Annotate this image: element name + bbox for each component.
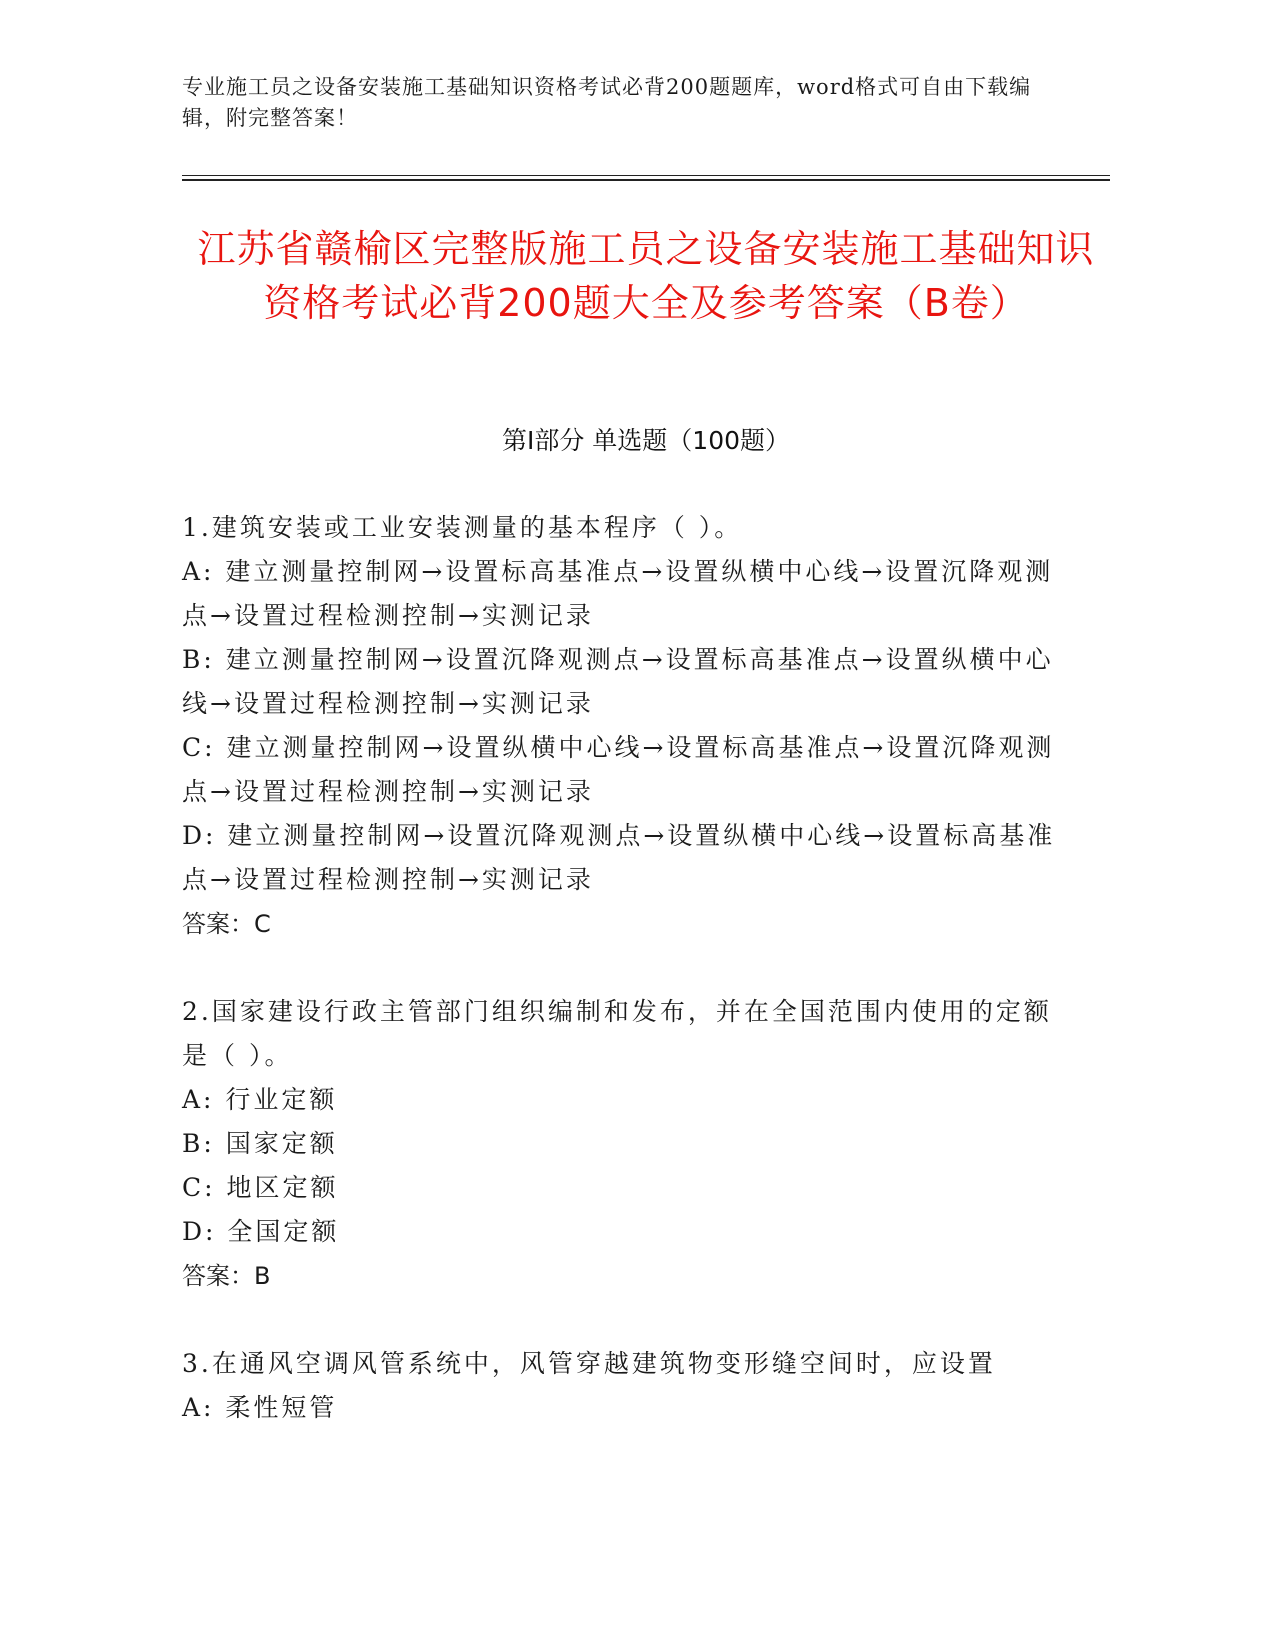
question-text: 1.建筑安装或工业安装测量的基本程序（ ）。 bbox=[182, 513, 743, 542]
question-text: 2.国家建设行政主管部门组织编制和发布，并在全国范围内使用的定额是（ ）。 bbox=[182, 997, 1052, 1070]
option-a: A: 柔性短管 bbox=[182, 1393, 338, 1422]
option-c: C: 建立测量控制网→设置纵横中心线→设置标高基准点→设置沉降观测点→设置过程检测控制→实测记录 bbox=[182, 733, 1055, 806]
option-a: A: 建立测量控制网→设置标高基准点→设置纵横中心线→设置沉降观测点→设置过程检测控制→实测记录 bbox=[182, 557, 1054, 630]
option-b: B: 国家定额 bbox=[182, 1129, 338, 1158]
option-c: C: 地区定额 bbox=[182, 1173, 339, 1202]
question-list bbox=[182, 506, 1062, 1474]
question-2 bbox=[182, 990, 1062, 1298]
section-title: 第Ⅰ部分 单选题（100题） bbox=[501, 426, 791, 455]
question-1 bbox=[182, 506, 1062, 946]
document-title: 江苏省赣榆区完整版施工员之设备安装施工基础知识资格考试必背200题大全及参考答案（B卷） bbox=[197, 227, 1095, 325]
question-3 bbox=[182, 1342, 1062, 1430]
answer: 答案：B bbox=[182, 1262, 271, 1290]
option-a: A: 行业定额 bbox=[182, 1085, 338, 1114]
option-b: B: 建立测量控制网→设置沉降观测点→设置标高基准点→设置纵横中心线→设置过程检测控制→实测记录 bbox=[182, 645, 1054, 718]
header-divider-thin bbox=[182, 175, 1110, 176]
document-header: 专业施工员之设备安装施工基础知识资格考试必背200题题库，word格式可自由下载编辑，附完整答案！ bbox=[182, 75, 1032, 130]
question-text: 3.在通风空调风管系统中，风管穿越建筑物变形缝空间时，应设置 bbox=[182, 1349, 996, 1378]
option-d: D: 建立测量控制网→设置沉降观测点→设置纵横中心线→设置标高基准点→设置过程检测控制→实测记录 bbox=[182, 821, 1056, 894]
option-d: D: 全国定额 bbox=[182, 1217, 340, 1246]
answer: 答案：C bbox=[182, 910, 271, 938]
header-divider-thick bbox=[182, 179, 1110, 181]
